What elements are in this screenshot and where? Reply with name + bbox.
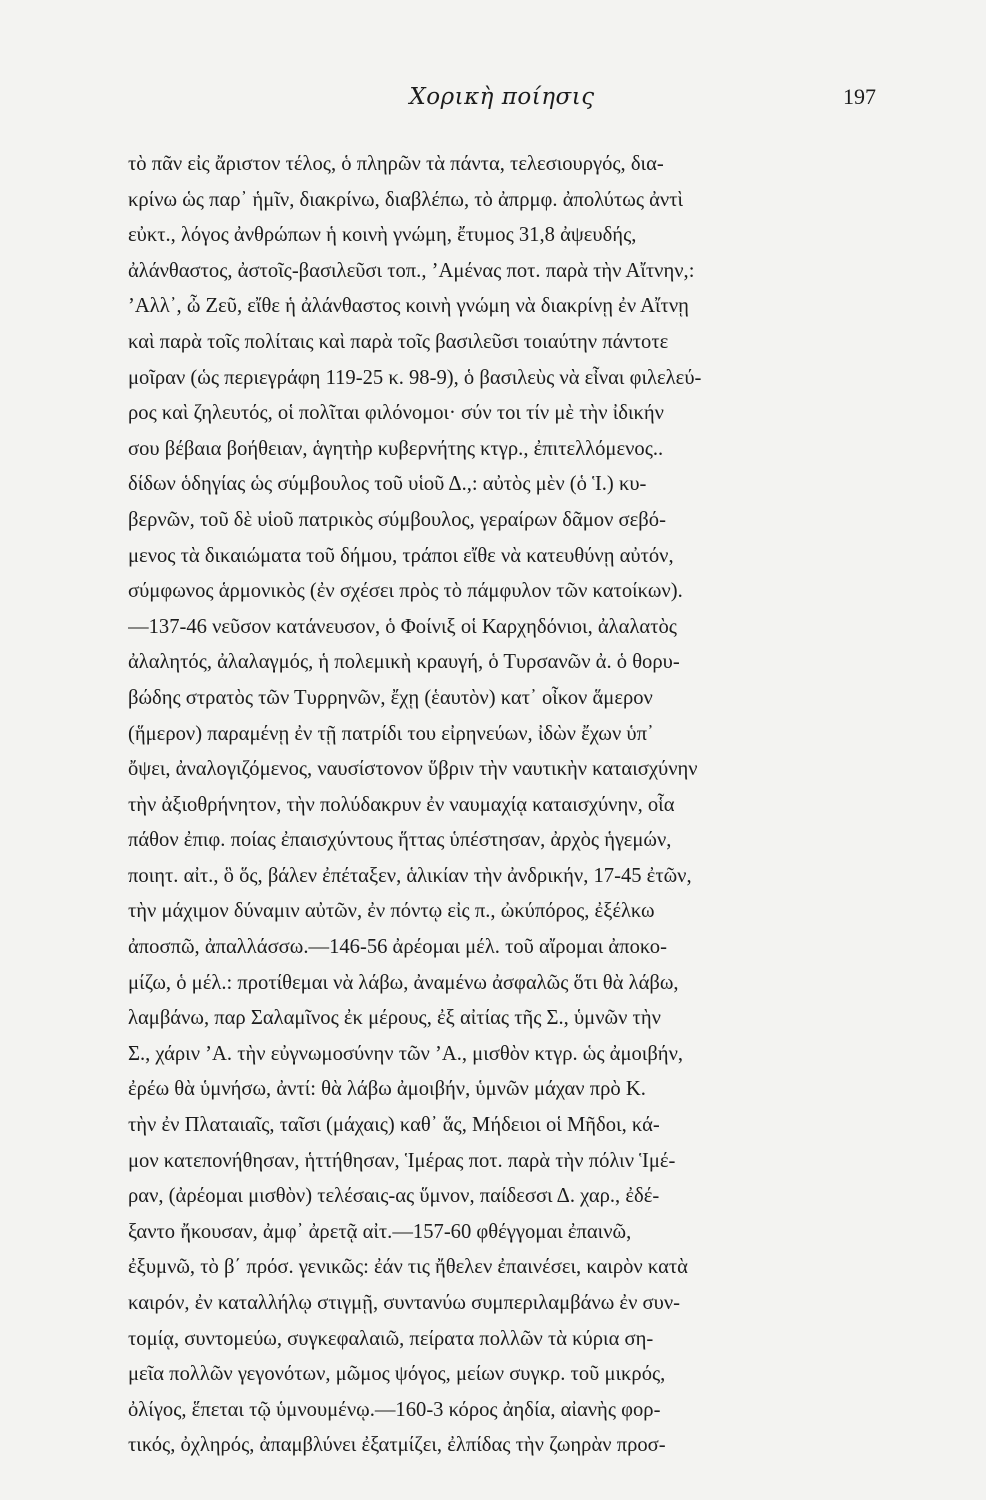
text-line: μοῖραν (ὡς περιεγράφη 119-25 κ. 98-9), ὁ βασιλεὺς νὰ εἶναι φιλελεύ- xyxy=(128,366,702,389)
text-line: Σ., χάριν ʼΑ. τὴν εὐγνωμοσύνην τῶν ʼΑ., μισθὸν κτγρ. ὡς ἀμοιβήν, xyxy=(128,1042,684,1065)
text-line: ὀλίγος, ἕπεται τῷ ὑμνουμένῳ.—160-3 κόρος ἀηδία, αἰανὴς φορ- xyxy=(128,1398,661,1421)
text-line: εὐκτ., λόγος ἀνθρώπων ἡ κοινὴ γνώμη, ἔτυμος 31,8 ἀψευδής, xyxy=(128,224,637,247)
text-line: ʼΑλλ᾽, ὦ Ζεῦ, εἴθε ἡ ἀλάνθαστος κοινὴ γνώμη νὰ διακρίνῃ ἐν Αἴτνῃ xyxy=(128,295,689,318)
text-line: ὄψει, ἀναλογιζόμενος, ναυσίστονον ὕβριν τὴν ναυτικὴν καταισχύνην xyxy=(128,758,698,781)
text-line: ἀποσπῶ, ἀπαλλάσσω.—146-56 ἀρέομαι μέλ. τοῦ αἴρομαι ἀποκο- xyxy=(128,936,667,959)
text-line: ἐρέω θὰ ὑμνήσω, ἀντί: θὰ λάβω ἀμοιβήν, ὑμνῶν μάχαν πρὸ Κ. xyxy=(128,1078,646,1101)
text-line: καὶ παρὰ τοῖς πολίταις καὶ παρὰ τοῖς βασιλεῦσι τοιαύτην πάντοτε xyxy=(128,330,669,353)
text-line: τὴν ἐν Πλαταιαῖς, ταῖσι (μάχαις) καθ᾽ ἅς, Μήδειοι οἱ Μῆδοι, κά- xyxy=(128,1114,660,1137)
text-line: δίδων ὁδηγίας ὡς σύμβουλος τοῦ υἱοῦ Δ.,: αὐτὸς μὲν (ὁ Ἱ.) κυ- xyxy=(128,473,647,496)
text-line: ἀλάνθαστος, ἀστοῖς-βασιλεῦσι τοπ., ʼΑμένας ποτ. παρὰ τὴν Αἴτνην,: xyxy=(128,259,695,282)
body-text xyxy=(128,147,878,1464)
text-line: ρος καὶ ζηλευτός, οἱ πολῖται φιλόνομοι· σύν τοι τίν μὲ τὴν ἰδικήν xyxy=(128,402,664,425)
text-line: κρίνω ὡς παρ᾽ ἡμῖν, διακρίνω, διαβλέπω, τὸ ἀπρμφ. ἀπολύτως ἀντὶ xyxy=(128,188,684,211)
text-line: (ἥμερον) παραμένῃ ἐν τῇ πατρίδι του εἰρηνεύων, ἰδὼν ἔχων ὑπ᾽ xyxy=(128,722,654,745)
text-line: βώδης στρατὸς τῶν Τυρρηνῶν, ἔχῃ (ἑαυτὸν) κατ᾽ οἶκον ἅμερον xyxy=(128,686,653,709)
text-line: μον κατεπονήθησαν, ἡττήθησαν, Ἱμέρας ποτ. παρὰ τὴν πόλιν Ἱμέ- xyxy=(128,1149,676,1172)
text-line: βερνῶν, τοῦ δὲ υἱοῦ πατρικὸς σύμβουλος, γεραίρων δᾶμον σεβό- xyxy=(128,508,666,531)
text-line: σύμφωνος ἁρμονικὸς (ἐν σχέσει πρὸς τὸ πάμφυλον τῶν κατοίκων). xyxy=(128,580,683,603)
running-title: Χορικὴ ποίησις xyxy=(409,84,595,110)
page-header xyxy=(128,84,876,120)
text-line: ραν, (ἀρέομαι μισθὸν) τελέσαις-ας ὕμνον, παίδεσσι Δ. χαρ., ἐδέ- xyxy=(128,1185,660,1208)
text-line: μίζω, ὁ μέλ.: προτίθεμαι νὰ λάβω, ἀναμένω ἀσφαλῶς ὅτι θὰ λάβω, xyxy=(128,971,679,994)
text-line: τὸ πᾶν εἰς ἄριστον τέλος, ὁ πληρῶν τὰ πάντα, τελεσιουργός, δια- xyxy=(128,153,664,175)
text-line: ἐξυμνῶ, τὸ β΄ πρόσ. γενικῶς: ἐάν τις ἤθελεν ἐπαινέσει, καιρὸν κατὰ xyxy=(128,1256,688,1279)
text-line: ποιητ. αἰτ., ὃ ὅς, βάλεν ἐπέταξεν, ἁλικίαν τὴν ἀνδρικήν, 17-45 ἐτῶν, xyxy=(128,864,692,887)
text-line: ξαντο ἤκουσαν, ἀμφ᾽ ἀρετᾷ αἰτ.—157-60 φθέγγομαι ἐπαινῶ, xyxy=(128,1220,632,1243)
text-line: τομίᾳ, συντομεύω, συγκεφαλαιῶ, πείρατα πολλῶν τὰ κύρια ση- xyxy=(128,1327,654,1350)
text-line: λαμβάνω, παρ Σαλαμῖνος ἐκ μέρους, ἐξ αἰτίας τῆς Σ., ὑμνῶν τὴν xyxy=(128,1007,661,1030)
text-line: καιρόν, ἐν καταλλήλῳ στιγμῇ, συντανύω συμπεριλαμβάνω ἐν συν- xyxy=(128,1292,680,1314)
text-line: τὴν ἀξιοθρήνητον, τὴν πολύδακρυν ἐν ναυμαχίᾳ καταισχύνην, οἷα xyxy=(128,793,675,816)
text-line: πάθον ἐπιφ. ποίας ἐπαισχύντους ἥττας ὑπέστησαν, ἀρχὸς ἡγεμών, xyxy=(128,829,672,852)
text-line: σου βέβαια βοήθειαν, ἁγητὴρ κυβερνήτης κτγρ., ἐπιτελλόμενος.. xyxy=(128,437,664,460)
text-line: μενος τὰ δικαιώματα τοῦ δήμου, τράποι εἴθε νὰ κατευθύνῃ αὐτόν, xyxy=(128,544,674,567)
text-line: μεῖα πολλῶν γεγονότων, μῶμος ψόγος, μείων συγκρ. τοῦ μικρός, xyxy=(128,1363,666,1386)
text-line: τὴν μάχιμον δύναμιν αὐτῶν, ἐν πόντῳ εἰς π., ὠκύπόρος, ἐξέλκω xyxy=(128,900,655,923)
text-line: τικός, ὀχληρός, ἀπαμβλύνει ἐξατμίζει, ἐλπίδας τὴν ζωηρὰν προσ- xyxy=(128,1434,666,1457)
text-line: ἀλαλητός, ἀλαλαγμός, ἡ πολεμικὴ κραυγή, ὁ Τυρσανῶν ἀ. ὁ θορυ- xyxy=(128,651,680,674)
page-number: 197 xyxy=(843,84,876,109)
text-line: —137-46 νεῦσον κατάνευσον, ὁ Φοίνιξ οἱ Καρχηδόνιοι, ἀλαλατὸς xyxy=(128,615,677,638)
